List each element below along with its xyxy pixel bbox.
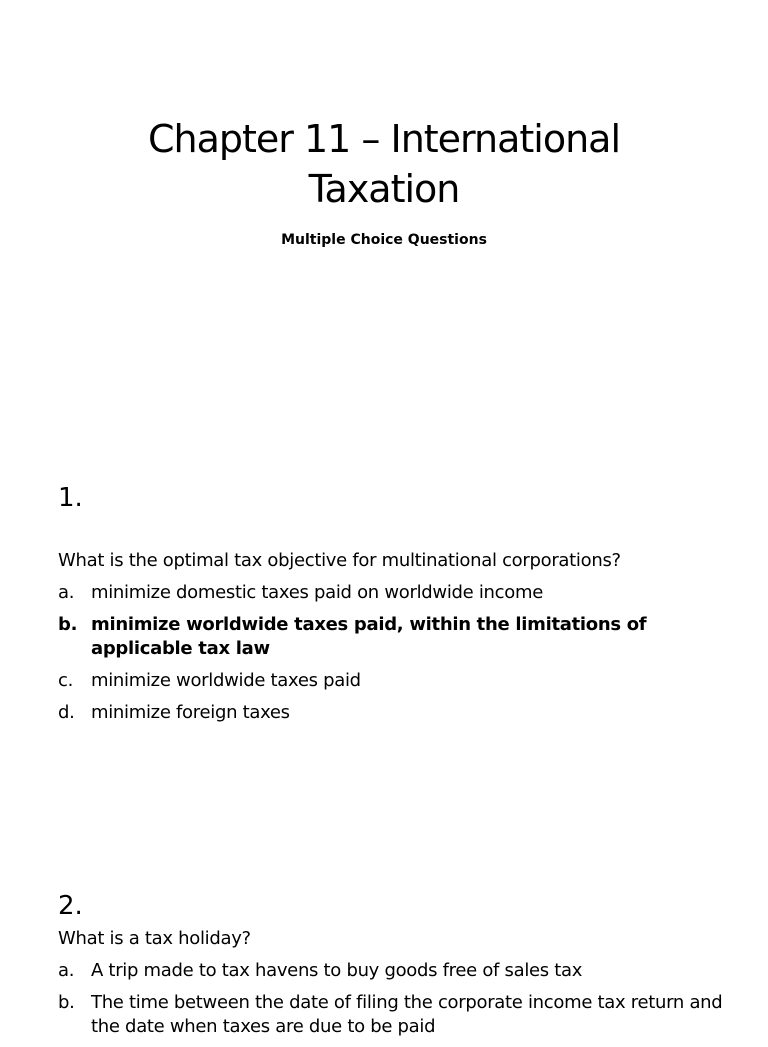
question-1-number: 1. xyxy=(58,483,83,513)
question-1-text: What is the optimal tax objective for multinational corporations? xyxy=(58,550,621,571)
question-1-option-b-correct xyxy=(58,613,738,661)
option-letter: d. xyxy=(58,702,75,723)
question-1-option-d xyxy=(58,701,738,725)
question-2-option-a xyxy=(58,959,738,983)
question-1-options xyxy=(58,581,738,733)
option-text: minimize foreign taxes xyxy=(91,702,290,723)
option-letter: b. xyxy=(58,992,75,1013)
page-subtitle: Multiple Choice Questions xyxy=(281,232,487,248)
option-text: minimize domestic taxes paid on worldwide income xyxy=(91,582,543,603)
question-2-options xyxy=(58,959,738,1047)
question-2-text: What is a tax holiday? xyxy=(58,928,251,949)
option-text: The time between the date of filing the corporate income tax return and the date when taxes are due to be paid xyxy=(91,992,723,1037)
question-2-option-b xyxy=(58,991,738,1039)
option-text: minimize worldwide taxes paid, within the limitations of applicable tax law xyxy=(91,614,647,659)
question-1-option-a xyxy=(58,581,738,605)
option-text: A trip made to tax havens to buy goods free of sales tax xyxy=(91,960,583,981)
page-title: Chapter 11 – International Taxation xyxy=(147,117,621,211)
option-text: minimize worldwide taxes paid xyxy=(91,670,361,691)
option-letter: a. xyxy=(58,960,75,981)
option-letter: a. xyxy=(58,582,75,603)
question-2-number: 2. xyxy=(58,891,83,921)
option-letter: c. xyxy=(58,670,74,691)
option-letter: b. xyxy=(58,614,78,635)
question-1-option-c xyxy=(58,669,738,693)
